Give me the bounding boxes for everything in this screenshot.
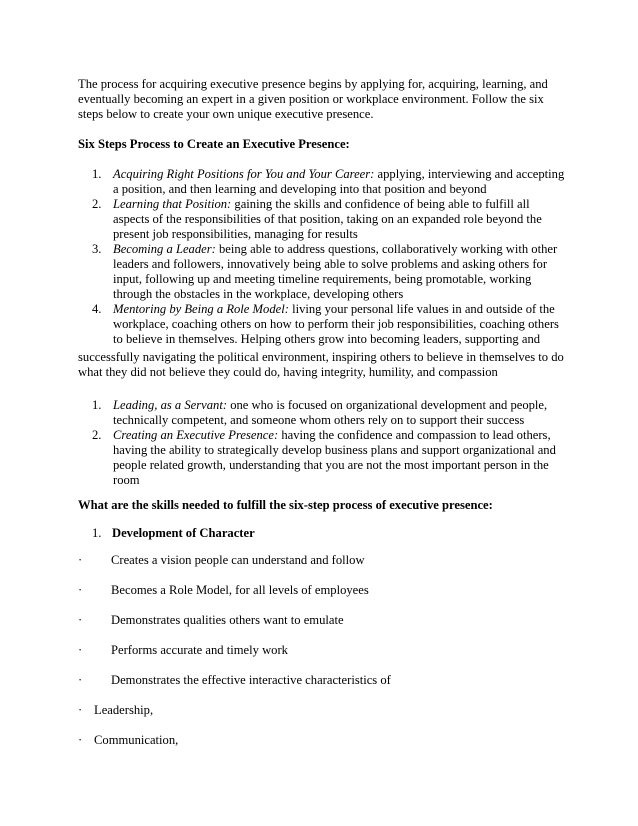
skills-heading: What are the skills needed to fulfill the six-step process of executive presence: (78, 498, 493, 512)
skill-section-title (92, 526, 255, 541)
step-title: Learning that Position: (113, 197, 232, 211)
bullet-text: Demonstrates the effective interactive characteristics of (111, 673, 391, 687)
bullet-dot: · (78, 643, 83, 657)
step4-continuation: successfully navigating the political environment, inspiring others to believe in themselves to do what they did not believe they could do, having integrity, humility, and compassion (78, 350, 564, 379)
bullet-text: Creates a vision people can understand and follow (111, 553, 365, 567)
list-number: 1. (92, 167, 102, 181)
bullet-dot: · (78, 733, 83, 747)
list-item (92, 197, 568, 242)
steps-list-part1 (92, 167, 568, 347)
list-item (92, 398, 562, 428)
bullet-text: Leadership, (94, 703, 154, 717)
step-title: Leading, as a Servant: (113, 398, 228, 412)
step-text: applying, interviewing and accepting a position, and then learning and developing into that position and beyond (113, 167, 565, 196)
step-text: gaining the skills and confidence of being able to fulfill all aspects of the responsibilities of that position, taking on an expanded role beyond the present job responsibilities, managing for results (113, 197, 542, 241)
list-item (92, 428, 562, 488)
bullet-text: Communication, (94, 733, 179, 747)
step-text: one who is focused on organizational development and people, technically competent, and someone whom others rely on to support their success (113, 398, 548, 427)
step-text: having the confidence and compassion to lead others, having the ability to strategically develop business plans and support organizational and people related growth, understanding that you are not the most important person in the room (113, 428, 556, 487)
step-title: Becoming a Leader: (113, 242, 216, 256)
bullet-text: Becomes a Role Model, for all levels of employees (111, 583, 369, 597)
list-number: 1. (92, 398, 102, 412)
steps-list-part2 (92, 398, 562, 488)
step-title: Acquiring Right Positions for You and Your Career: (113, 167, 375, 181)
list-item (92, 302, 568, 347)
steps-heading: Six Steps Process to Create an Executive Presence: (78, 137, 350, 151)
intro-paragraph: The process for acquiring executive presence begins by applying for, acquiring, learning, and eventually becoming an expert in a given position or workplace environment. Follow the six steps below to create your own unique executive presence. (78, 77, 548, 121)
step-text: being able to address questions, collaboratively working with other leaders and followers, innovatively being able to solve problems and asking others for input, following up and meeting timeline requirements, being promotable, working through the obstacles in the workplace, developing others (113, 242, 558, 301)
bullet-dot: · (78, 553, 83, 567)
list-number: 4. (92, 302, 102, 316)
bullet-dot: · (78, 613, 83, 627)
bullet-dot: · (78, 703, 83, 717)
step-title: Creating an Executive Presence: (113, 428, 279, 442)
step-text: living your personal life values in and outside of the workplace, coaching others on how to perform their job responsibilities, coaching others to believe in themselves. Helping others grow into becoming leaders, supporting and (113, 302, 559, 346)
list-item (92, 167, 568, 197)
step-title: Mentoring by Being a Role Model: (113, 302, 289, 316)
list-number: 2. (92, 428, 102, 442)
bullet-dot: · (78, 583, 83, 597)
list-number: 3. (92, 242, 102, 256)
bullet-text: Demonstrates qualities others want to emulate (111, 613, 344, 627)
list-item (92, 242, 568, 302)
bullet-dot: · (78, 673, 83, 687)
section-label: Development of Character (112, 526, 255, 540)
section-number: 1. (92, 526, 102, 540)
bullet-text: Performs accurate and timely work (111, 643, 288, 657)
list-number: 2. (92, 197, 102, 211)
